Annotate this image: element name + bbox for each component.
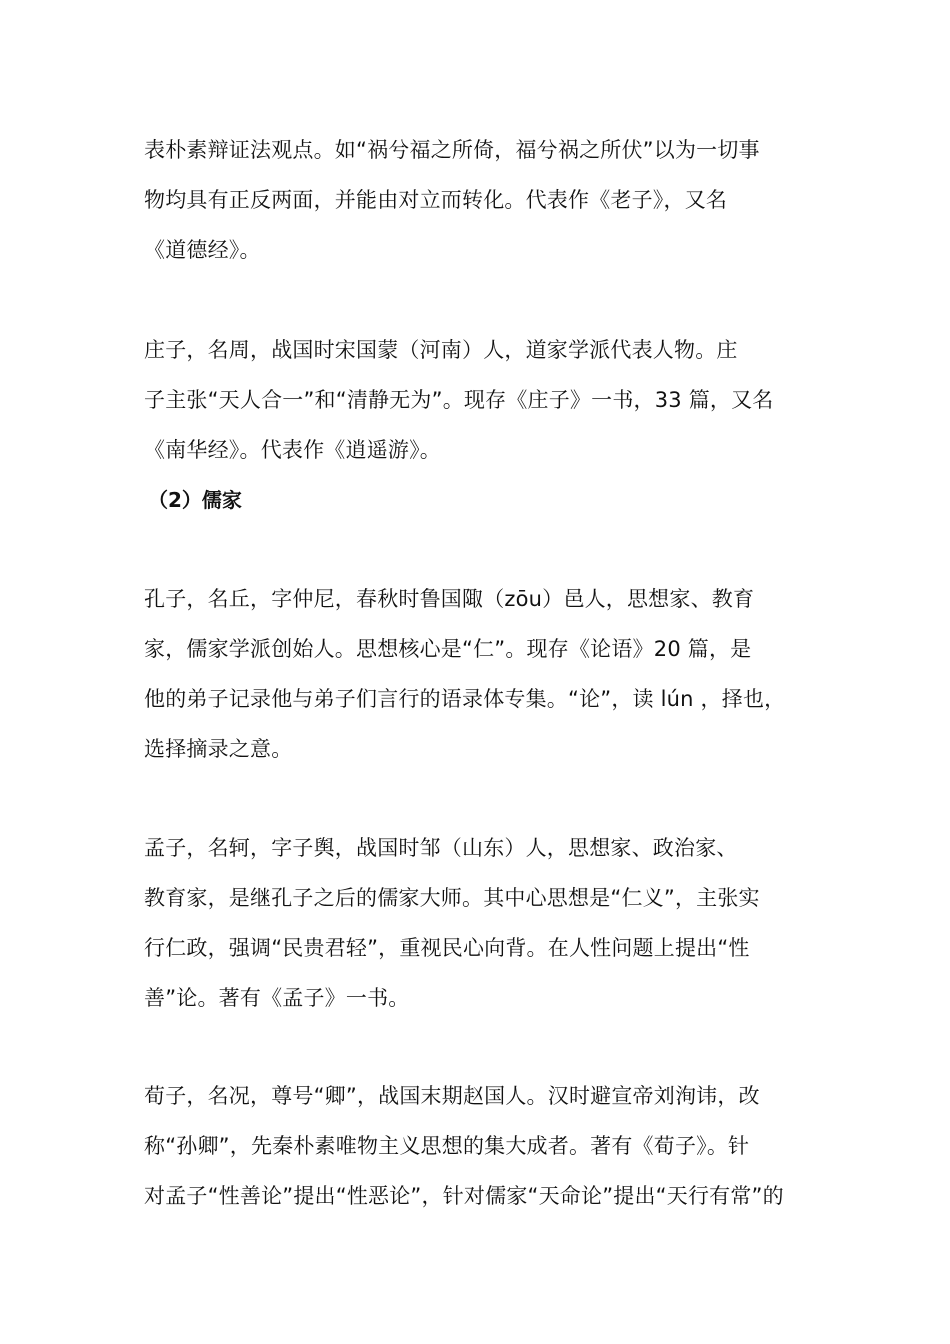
text-line: 《南华经》。代表作《逍遥游》。 <box>144 438 441 462</box>
text-line: 荀子，名况，尊号“卿”，战国末期赵国人。汉时避宣帝刘洵讳，改 <box>144 1084 760 1108</box>
text-line: 物均具有正反两面，并能由对立而转化。代表作《老子》，又名 <box>144 188 728 212</box>
text-line: 善”论。著有《孟子》一书。 <box>144 986 410 1010</box>
section-heading: （2）儒家 <box>148 488 242 512</box>
text-line: 孟子，名轲，字子舆，战国时邹（山东）人，思想家、政治家、 <box>144 836 738 860</box>
text-line: 庄子，名周，战国时宋国蒙（河南）人，道家学派代表人物。庄 <box>144 338 738 362</box>
text-line: 教育家，是继孔子之后的儒家大师。其中心思想是“仁义”，主张实 <box>144 886 760 910</box>
text-line: 子主张“天人合一”和“清静无为”。现存《庄子》一书，33 篇，又名 <box>144 388 774 412</box>
text-line: 孔子，名丘，字仲尼，春秋时鲁国陬（zōu）邑人，思想家、教育 <box>144 587 755 611</box>
text-line: 家，儒家学派创始人。思想核心是“仁”。现存《论语》20 篇，是 <box>144 637 752 661</box>
text-line: 表朴素辩证法观点。如“祸兮福之所倚，福兮祸之所伏”以为一切事 <box>144 138 760 162</box>
text-line: 称“孙卿”，先秦朴素唯物主义思想的集大成者。著有《荀子》。针 <box>144 1134 750 1158</box>
text-line: 他的弟子记录他与弟子们言行的语录体专集。“论”，读 lún ，择也， <box>144 687 786 711</box>
text-line: 《道德经》。 <box>144 238 261 262</box>
text-line: 选择摘录之意。 <box>144 737 293 761</box>
text-line: 对孟子“性善论”提出“性恶论”，针对儒家“天命论”提出“天行有常”的 <box>144 1184 784 1208</box>
text-line: 行仁政，强调“民贵君轻”，重视民心向背。在人性问题上提出“性 <box>144 936 750 960</box>
